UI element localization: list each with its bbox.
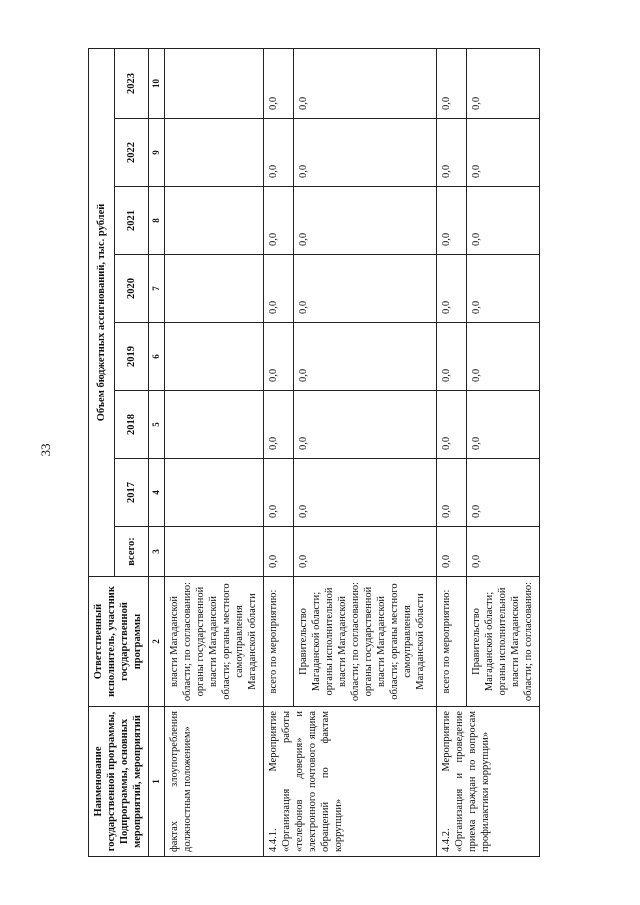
column-number: 7: [148, 255, 164, 323]
responsible-cell: власти Магаданской области; по согласованию: органы государственной власти Магаданской области; органы местного самоуправления Магаданской области: [164, 577, 263, 707]
header-year: 2019: [115, 323, 148, 391]
value-total: 0,0: [293, 527, 436, 577]
measure-name: 4.4.1. Мероприятие «Организация работы «телефонов доверия» и электронного почтового ящика обращений по фактам коррупции»: [263, 707, 437, 857]
measure-name: 4.4.2. Мероприятие «Организация и проведение приема граждан по вопросам профилактики коррупции»: [437, 707, 540, 857]
budget-table: [88, 48, 540, 857]
value-total: 0,0: [263, 527, 293, 577]
value-cell: 0,0: [263, 119, 293, 187]
column-number: 1: [148, 707, 164, 857]
column-number: 3: [148, 527, 164, 577]
value-cell: 0,0: [437, 459, 467, 527]
value-cell: 0,0: [437, 119, 467, 187]
measure-name: фактах злоупотребления должностным положением»: [164, 707, 263, 857]
header-year: 2020: [115, 255, 148, 323]
value-cell: 0,0: [263, 391, 293, 459]
value-cell: 0,0: [467, 323, 540, 391]
header-total: всего:: [115, 527, 148, 577]
header-year: 2017: [115, 459, 148, 527]
value-cell: 0,0: [293, 459, 436, 527]
value-cell: 0,0: [437, 323, 467, 391]
table-row: [164, 48, 263, 856]
value-cell: [164, 187, 263, 255]
value-cell: [164, 119, 263, 187]
column-number: 5: [148, 391, 164, 459]
column-number: 4: [148, 459, 164, 527]
value-cell: 0,0: [293, 119, 436, 187]
value-cell: 0,0: [263, 323, 293, 391]
column-number: 2: [148, 577, 164, 707]
header-year: 2018: [115, 391, 148, 459]
responsible-cell: Правительство Магаданской области; органы исполнительной власти Магаданской области; по согласованию: органы государственной власти Магаданской области; органы местного самоуправления Магаданской области: [293, 577, 436, 707]
responsible-cell: всего по мероприятию:: [437, 577, 467, 707]
value-cell: [164, 459, 263, 527]
value-cell: [164, 391, 263, 459]
value-cell: 0,0: [263, 255, 293, 323]
value-cell: 0,0: [437, 391, 467, 459]
value-cell: [164, 48, 263, 118]
budget-table-sheet: [88, 49, 540, 857]
column-number: 6: [148, 323, 164, 391]
responsible-cell: Правительство Магаданской области; органы исполнительной власти Магаданской области; по согласованию:: [467, 577, 540, 707]
value-cell: 0,0: [293, 48, 436, 118]
value-total: 0,0: [437, 527, 467, 577]
header-year: 2023: [115, 48, 148, 118]
value-total: [164, 527, 263, 577]
column-number: 8: [148, 187, 164, 255]
value-cell: 0,0: [263, 48, 293, 118]
header-responsible: Ответственный исполнитель, участник государственной программы: [89, 577, 149, 707]
value-cell: 0,0: [437, 255, 467, 323]
value-cell: 0,0: [293, 255, 436, 323]
value-cell: 0,0: [437, 48, 467, 118]
table-row: [263, 48, 293, 856]
value-cell: 0,0: [467, 459, 540, 527]
header-budget: Объем бюджетных ассигнований, тыс. рублей: [89, 48, 115, 576]
table-row: [437, 48, 467, 856]
column-number: 10: [148, 48, 164, 118]
value-cell: 0,0: [467, 255, 540, 323]
value-cell: 0,0: [467, 119, 540, 187]
value-cell: 0,0: [293, 323, 436, 391]
header-year: 2022: [115, 119, 148, 187]
value-cell: 0,0: [293, 187, 436, 255]
value-cell: 0,0: [293, 391, 436, 459]
value-cell: 0,0: [467, 391, 540, 459]
value-total: 0,0: [467, 527, 540, 577]
value-cell: [164, 255, 263, 323]
value-cell: 0,0: [263, 459, 293, 527]
value-cell: 0,0: [467, 187, 540, 255]
column-number-row: [148, 48, 164, 856]
value-cell: [164, 323, 263, 391]
header-year: 2021: [115, 187, 148, 255]
header-name: Наименование государственной программы, Подпрограммы, основных мероприятий, мероприятий: [89, 707, 149, 857]
value-cell: 0,0: [263, 187, 293, 255]
responsible-cell: всего по мероприятию:: [263, 577, 293, 707]
column-number: 9: [148, 119, 164, 187]
page-number: 33: [38, 443, 53, 457]
value-cell: 0,0: [467, 48, 540, 118]
value-cell: 0,0: [437, 187, 467, 255]
